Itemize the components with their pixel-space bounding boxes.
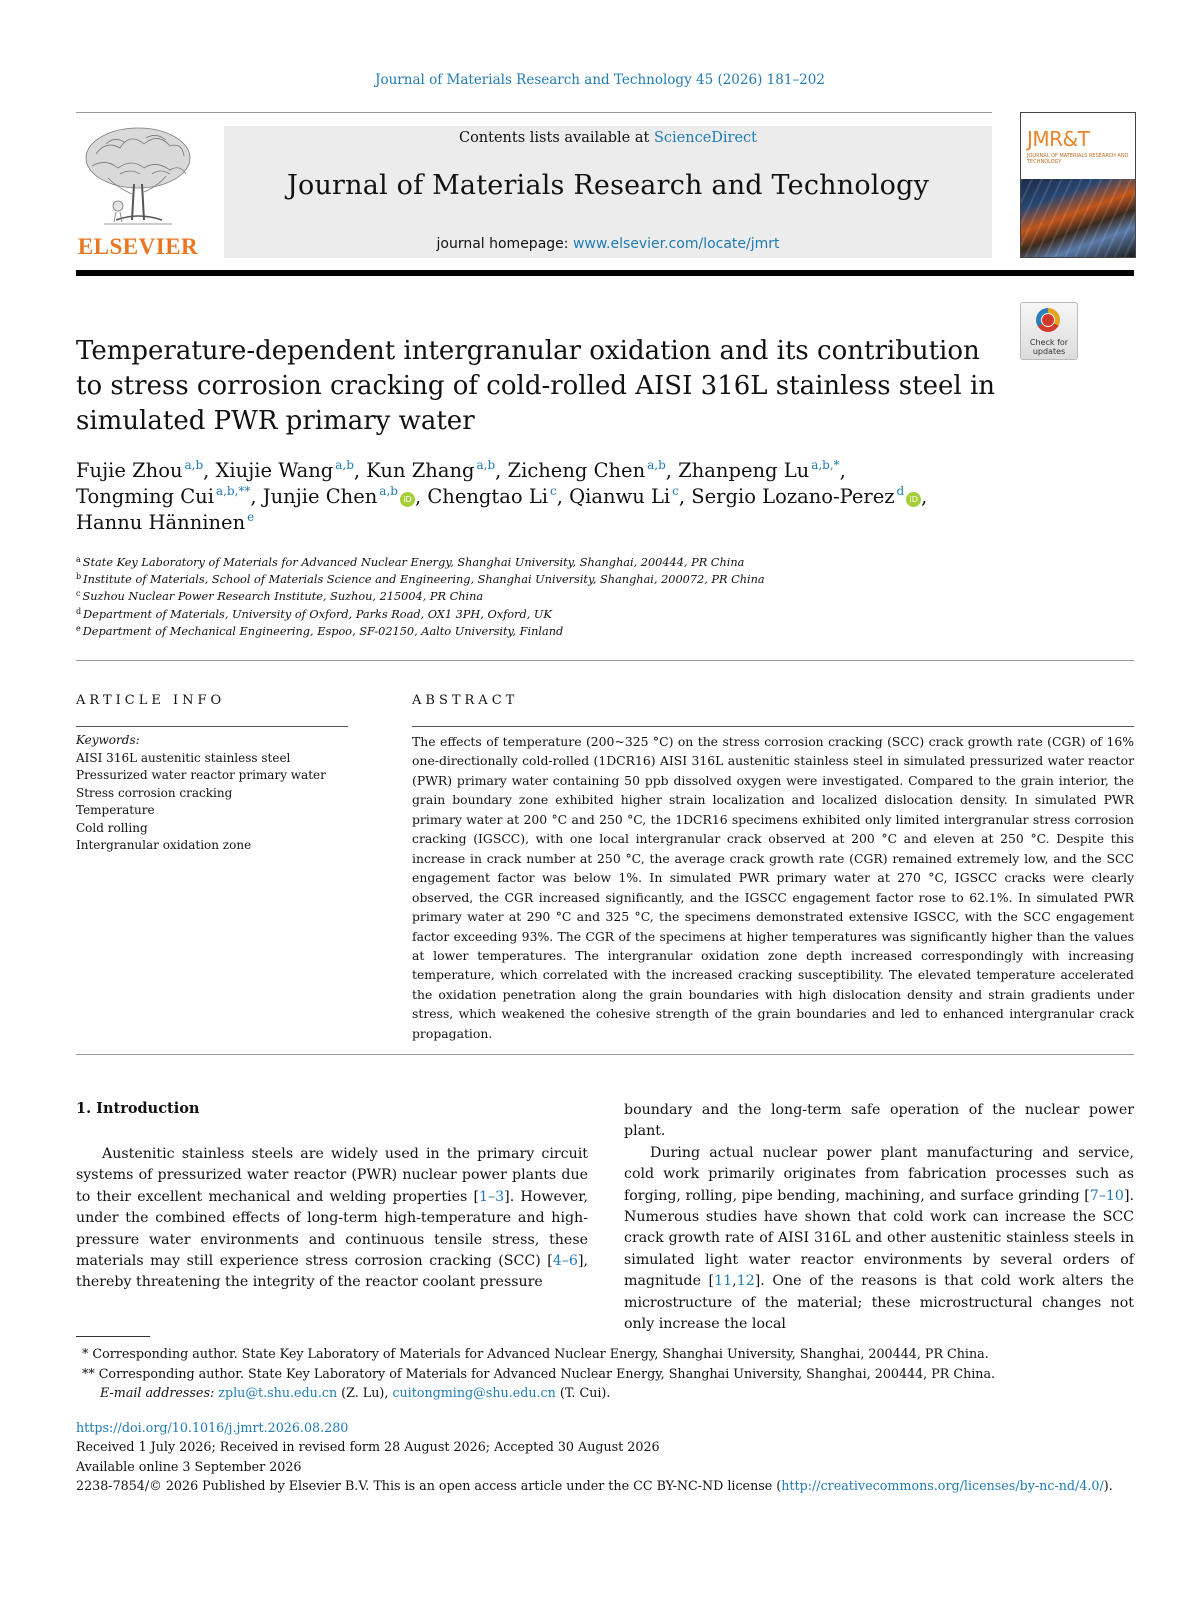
author-affiliation-ref[interactable]: c [672,484,679,498]
homepage-line [224,236,992,252]
keyword-item: Stress corrosion cracking [76,785,233,800]
received-dates: Received 1 July 2026; Received in revised form 28 August 2026; Accepted 30 August 2026 [76,1439,660,1455]
affiliation-text: State Key Laboratory of Materials for Advanced Nuclear Energy, Shanghai University, Shanghai, 200444, PR China [82,556,745,569]
keywords-label: Keywords: [76,733,140,747]
abstract-text: The effects of temperature (200~325 °C) on the stress corrosion cracking (SCC) crack growth rate (CGR) of 16% one-directionally cold-rolled (1DCR16) AISI 316L austenitic stainless steel in simulated pressurized water reactor (PWR) primary water containing 50 ppb dissolved oxygen were investigated. Compared to the grain interior, the grain boundary zone exhibited higher strain localization and localized dislocation density. In simulated PWR primary water at 200 °C and 250 °C, the 1DCR16 specimens exhibited only limited intergranular stress corrosion cracking (IGSCC), with one local intergranular crack observed at 200 °C and eleven at 250 °C. Despite this increase in crack number at 250 °C, the average crack growth rate (CGR) remained extremely low, and the SCC engagement factor was below 1%. In simulated PWR primary water at 270 °C, IGSCC cracks were clearly observed, the CGR increased significantly, and the IGSCC engagement factor rose to 62.1%. In simulated PWR primary water at 290 °C and 325 °C, the specimens demonstrated extensive IGSCC, with the SCC engagement factor exceeding 93%. The CGR of the specimens at higher temperatures was significantly higher than the values at lower temperatures. The intergranular oxidation zone depth increased correspondingly with increasing temperature, which correlated with the increased cracking susceptibility. The elevated temperature accelerated the oxidation penetration along the grain boundaries with high dislocation density and strain gradients under stress, which weakened the cohesive strength of the grain boundaries and led to enhanced intergranular crack propagation. [412,734,1134,1041]
author-name[interactable]: Junjie Chen [262,485,378,508]
header-thick-rule [76,270,1134,276]
affiliation-key: c [76,589,81,599]
journal-reference[interactable]: Journal of Materials Research and Technology 45 (2026) 181–202 [375,72,825,88]
journal-cover[interactable] [1020,112,1136,258]
journal-header-band [224,126,992,258]
header-divider [76,112,992,113]
author-name[interactable]: Zhanpeng Lu [678,459,810,482]
introduction-heading: 1. Introduction [76,1100,200,1117]
author-affiliation-ref[interactable]: a,b [379,484,398,498]
affiliation-key: a [76,555,81,564]
article-info-heading: ARTICLE INFO [76,693,226,708]
citation-link[interactable]: 4–6 [552,1253,578,1270]
intro-paragraph: boundary and the long-term safe operation of the nuclear power plant. [624,1102,1134,1140]
article-info-rule [76,726,348,727]
affiliation-item [76,623,1076,640]
contents-line [224,130,992,146]
intro-text: During actual nuclear power plant manufacturing and service, cold work primarily originates from fabrication processes such as forging, rolling, pipe bending, machining, and surface grinding [ [624,1144,1134,1204]
footnote-item: ** Corresponding author. State Key Laboratory of Materials for Advanced Nuclear Energy, Shanghai University, Shanghai, 200444, PR China. [82,1365,996,1381]
author-name[interactable]: Xiujie Wang [215,459,334,482]
email-link[interactable]: cuitongming@shu.edu.cn [392,1385,556,1400]
author-affiliation-ref[interactable]: a,b [647,458,666,472]
affiliation-text: Institute of Materials, School of Materials Science and Engineering, Shanghai University, Shanghai, 200072, PR China [83,573,765,587]
citation-link[interactable]: 1–3 [479,1188,505,1205]
affiliation-key: b [76,572,82,582]
author-name[interactable]: Fujie Zhou [76,459,183,482]
license-suffix: ). [1103,1478,1113,1494]
keyword-item: Cold rolling [76,820,148,835]
body-column-left [76,1144,588,1294]
author-affiliation-ref[interactable]: a,b,* [811,458,840,472]
bookmark-icon [1036,308,1060,332]
body-column-right [624,1100,1134,1335]
intro-text: ], thereby threatening the integrity of the reactor coolant pressure [76,1253,588,1291]
elsevier-logo [76,124,200,260]
citation-link[interactable]: 12 [736,1273,755,1290]
author-list: Fujie Zhou $^{a,b}$, Xiujie Wang $^{a,b}$, Kun Zhang $^{a,b}$, Zicheng Chen $^{a,b}$, Zhanpeng Lu $^{a,b,*}$, Tongming Cui $^{a,b,**}$, Junjie Chen $^{a,b}$iD , Chengtao Li $^c$, Qianwu Li $^c$, Sergio Lozano-Perez $^d$iD , Hannu Hänninen $^e$ [76,458,928,534]
homepage-prefix: journal homepage: [436,236,573,252]
email-link[interactable]: zplu@t.shu.edu.cn [218,1385,338,1400]
email-owner: (Z. Lu), [337,1385,393,1400]
affiliation-text: Suzhou Nuclear Power Research Institute, Suzhou, 215004, PR China [82,590,484,604]
affiliation-text: Department of Materials, University of Oxford, Parks Road, OX1 3PH, Oxford, UK [83,607,552,621]
intro-paragraph [76,1144,588,1294]
author-affiliation-ref[interactable]: e [247,510,255,524]
author-name[interactable]: Sergio Lozano-Perez [691,485,895,508]
cover-subtitle: JOURNAL OF MATERIALS RESEARCH AND TECHNOLOGY [1027,153,1129,165]
author-affiliation-ref[interactable]: a,b [476,458,496,472]
tree-icon [76,124,200,232]
author-name[interactable]: Hannu Hänninen [76,511,246,534]
footnote-item: * Corresponding author. State Key Laboratory of Materials for Advanced Nuclear Energy, Shanghai University, Shanghai, 200444, PR China. [82,1346,989,1361]
intro-text: ]. Numerous studies have shown that cold work can increase the SCC crack growth rate of AISI 316L and other austenitic stainless steels in simulated light water reactor environments by several orders of magnitude [ [624,1187,1134,1290]
email-label: E-mail addresses: [100,1385,215,1400]
abstract-bottom-rule [76,1054,1134,1055]
author-affiliation-ref[interactable]: a,b,** [215,484,251,498]
footnote-rule [76,1336,150,1337]
intro-paragraph [624,1143,1134,1336]
author-name[interactable]: Tongming Cui [76,485,214,508]
citation-link[interactable]: 7–10 [1089,1187,1124,1204]
affiliation-item [76,571,1076,588]
footnotes [76,1344,1136,1403]
check-updates-label: Check for updates [1029,338,1069,356]
affiliation-item [76,588,1076,605]
keyword-item: AISI 316L austenitic stainless steel [76,750,291,765]
affiliation-item [76,606,1076,623]
author-affiliation-ref[interactable]: d [896,484,905,498]
email-owner: (T. Cui). [555,1385,611,1400]
citation-separator: , [732,1273,737,1290]
contents-prefix: Contents lists available at [458,130,654,146]
license-link[interactable]: http://creativecommons.org/licenses/by-nc-nd/4.0/ [781,1478,1104,1494]
check-for-updates-button[interactable] [1020,302,1078,360]
author-name[interactable]: Qianwu Li [569,485,671,508]
intro-text: ]. However, under the combined effects of long-term high-temperature and high-pressure water environments and continuous tensile stress, these materials may still experience stress corrosion cracking (SCC) [ [76,1188,589,1270]
available-online: Available online 3 September 2026 [76,1458,302,1474]
email-line [76,1383,1136,1403]
author-affiliation-ref[interactable]: a,b [335,458,354,472]
author-affiliation-ref[interactable]: c [549,484,557,498]
orcid-icon[interactable]: iD [906,492,921,507]
abstract-heading: ABSTRACT [412,693,519,708]
affiliation-text: Department of Mechanical Engineering, Espoo, SF-02150, Aalto University, Finland [82,624,564,638]
keyword-item: Temperature [76,803,155,817]
affiliation-list [76,554,1076,640]
cover-image [1021,179,1135,257]
sciencedirect-link[interactable]: ScienceDirect [653,130,758,146]
orcid-icon[interactable]: iD [400,492,415,507]
journal-title: Journal of Materials Research and Technology [286,170,930,201]
keyword-item: Pressurized water reactor primary water [76,768,326,782]
affiliation-key: e [76,623,81,633]
section-divider [76,660,1134,661]
homepage-link[interactable]: www.elsevier.com/locate/jmrt [572,236,780,252]
publication-info [76,1418,1146,1496]
author-name[interactable]: Kun Zhang [366,459,475,482]
author-affiliation-ref[interactable]: a,b [184,458,204,472]
affiliation-item [76,554,1076,571]
license-line [76,1476,1146,1495]
article-title: Temperature-dependent intergranular oxidation and its contribution to stress corrosion cracking of cold-rolled AISI 316L stainless steel in simulated PWR primary water [76,336,996,436]
author-name[interactable]: Zicheng Chen [507,459,646,482]
keywords-block [76,732,356,855]
abstract-rule [412,726,1134,727]
intro-text: ]. One of the reasons is that cold work alters the microstructure of the material; these microstructural changes not only increase the local [624,1273,1135,1333]
author-name[interactable]: Chengtao Li [427,485,549,508]
cover-title: JMR&T [1027,127,1090,151]
affiliation-key: d [76,606,82,616]
license-text: 2238-7854/© 2026 Published by Elsevier B.V. This is an open access article under the CC BY-NC-ND license ( [76,1478,782,1494]
doi-link[interactable]: https://doi.org/10.1016/j.jmrt.2026.08.280 [76,1420,349,1435]
intro-text: Austenitic stainless steels are widely used in the primary circuit systems of pressurized water reactor (PWR) nuclear power plants due to their excellent mechanical and welding properties [ [76,1146,588,1205]
elsevier-wordmark: ELSEVIER [77,234,199,259]
keyword-item: Intergranular oxidation zone [76,838,252,852]
citation-link[interactable]: 11 [714,1273,733,1290]
